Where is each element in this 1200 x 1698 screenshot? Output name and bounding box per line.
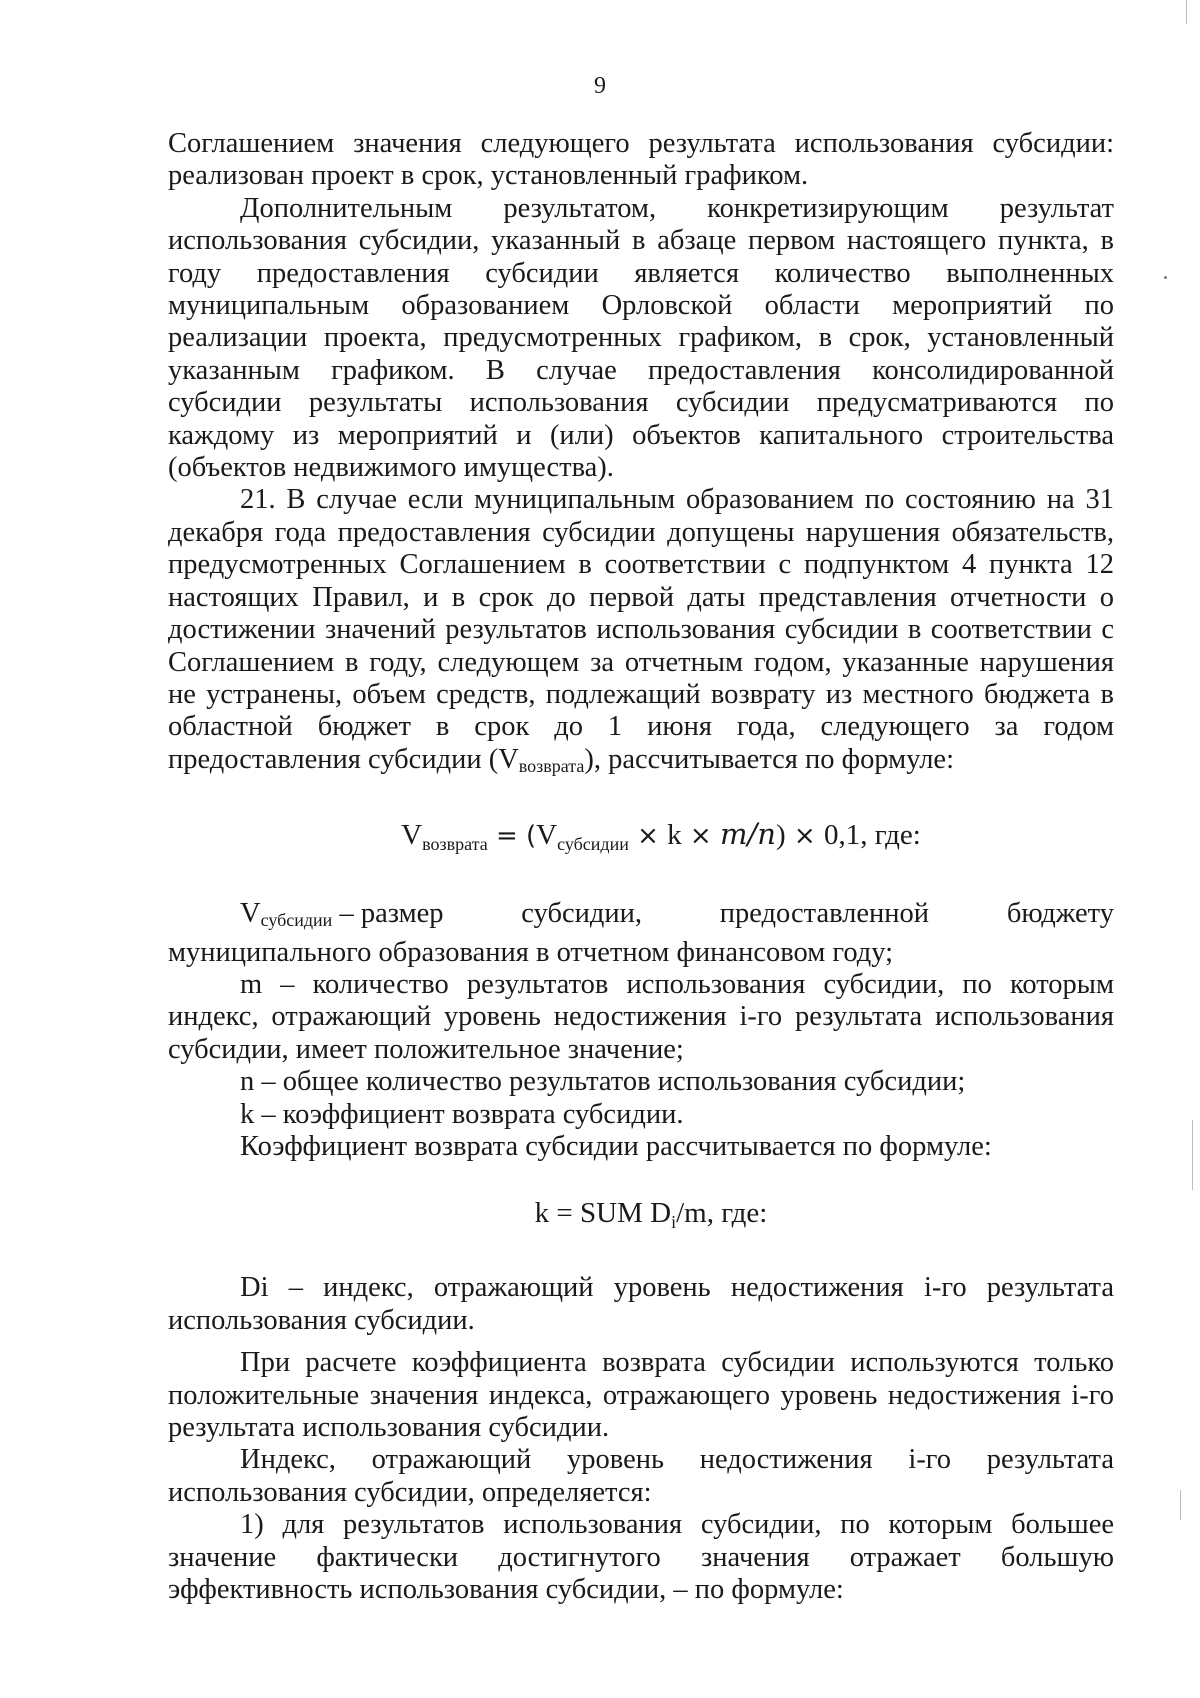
formula-close-paren: ) xyxy=(775,819,786,852)
definition-v-subsidy-rest: муниципального образования в отчетном финансовом году; xyxy=(168,936,894,968)
definition-word-3: предоставленной xyxy=(719,898,930,930)
scan-edge-mark-3 xyxy=(1186,0,1187,24)
paragraph-2: Дополнительным результатом, конкретизирующим результат использования субсидии, указанный в абзаце первом настоящего пункта, в году предоставления субсидии является количество выполненных муниципальным образованием Орловской области мероприятий по реализации проекта, предусмотренных графиком, в срок, установленный указанным графиком. В случае предоставления консолидированной субсидии результаты использования субсидии предусматриваются по каждому из мероприятий и (или) объектов капитального строительства (объектов недвижимого имущества). xyxy=(168,192,1114,484)
scan-edge-mark xyxy=(1192,1120,1193,1190)
scan-edge-mark-2 xyxy=(1180,1490,1181,1520)
formula-times-2: × xyxy=(681,821,720,852)
formula-v2: V xyxy=(536,819,558,852)
formula-m: m xyxy=(719,817,748,852)
document-body xyxy=(168,128,1114,1606)
formula-coefficient: 0,1, где: xyxy=(823,819,921,852)
formula-n: n xyxy=(757,817,776,852)
page-number: 9 xyxy=(594,73,606,99)
formula-v: V xyxy=(401,819,423,852)
definition-v-subsidy-line xyxy=(168,898,1114,936)
paragraph-21-subscript: возврата xyxy=(518,755,585,776)
formula-k-rhs: /m, где: xyxy=(676,1197,768,1230)
definition-n: n – общее количество результатов использования субсидии; xyxy=(240,1066,966,1098)
paragraph-item-1: 1) для результатов использования субсидии, по которым большее значение фактически достигнутого значения отражает большую эффективность использования субсидии, – по формуле: xyxy=(168,1509,1114,1606)
definition-k: k – коэффициент возврата субсидии. xyxy=(240,1098,684,1130)
definition-v-subsidy-term xyxy=(240,898,444,936)
paragraph-21-tail: ), рассчитывается по формуле: xyxy=(584,743,954,775)
paragraph-index-definition: Индекс, отражающий уровень недостижения i-го результата использования субсидии, определяется: xyxy=(168,1444,1114,1508)
definition-v: V xyxy=(240,898,261,930)
formula-k-lhs: k = SUM D xyxy=(534,1197,672,1230)
paragraph-21-text: 21. В случае если муниципальным образованием по состоянию на 31 декабря года предоставления субсидии допущены нарушения обязательств, предусмотренных Соглашением в соответствии с подпунктом 4 пункта 12 настоящих Правил, и в срок до первой даты представления отчетности о достижении значений результатов использования субсидии в соответствии с Соглашением в году, следующем за отчетным годом, указанные нарушения не устранены, объем средств, подлежащий возврату из местного бюджета в областной бюджет в срок до 1 июня года, следующего за годом предоставления субсидии (V xyxy=(168,484,1114,775)
formula-equals: = ( xyxy=(487,821,537,852)
paragraph-positive-values: При расчете коэффициента возврата субсидии используются только положительные значения индекса, отражающего уровень недостижения i-го результата использования субсидии. xyxy=(168,1347,1114,1443)
formula-k-subscript: i xyxy=(671,1212,677,1233)
formula-k: k xyxy=(667,819,682,852)
definition-word-1: – размер xyxy=(339,898,444,930)
formula-return-volume xyxy=(168,816,1114,862)
definition-word-4: бюджету xyxy=(1006,898,1114,930)
scan-speck xyxy=(1164,276,1167,279)
definition-di: Di – индекс, отражающий уровень недостижения i-го результата использования субсидии. xyxy=(168,1272,1114,1336)
paragraph-1: Соглашением значения следующего результата использования субсидии: реализован проект в срок, установленный графиком. xyxy=(168,128,1114,192)
definition-word-2: субсидии, xyxy=(521,898,642,930)
formula-slash: / xyxy=(747,817,758,852)
coefficient-intro: Коэффициент возврата субсидии рассчитывается по формуле: xyxy=(240,1130,992,1162)
formula-v-subscript: возврата xyxy=(422,834,488,855)
formula-times-3: × xyxy=(785,821,824,852)
definition-m: m – количество результатов использования субсидии, по которым индекс, отражающий уровень недостижения i-го результата использования субсидии, имеет положительное значение; xyxy=(168,968,1114,1065)
paragraph-21 xyxy=(168,484,1114,782)
formula-times-1: × xyxy=(628,821,668,852)
formula-coefficient-k xyxy=(168,1195,1114,1240)
formula-v2-subscript: субсидии xyxy=(557,834,629,855)
definition-v-subscript: субсидии xyxy=(260,910,333,931)
